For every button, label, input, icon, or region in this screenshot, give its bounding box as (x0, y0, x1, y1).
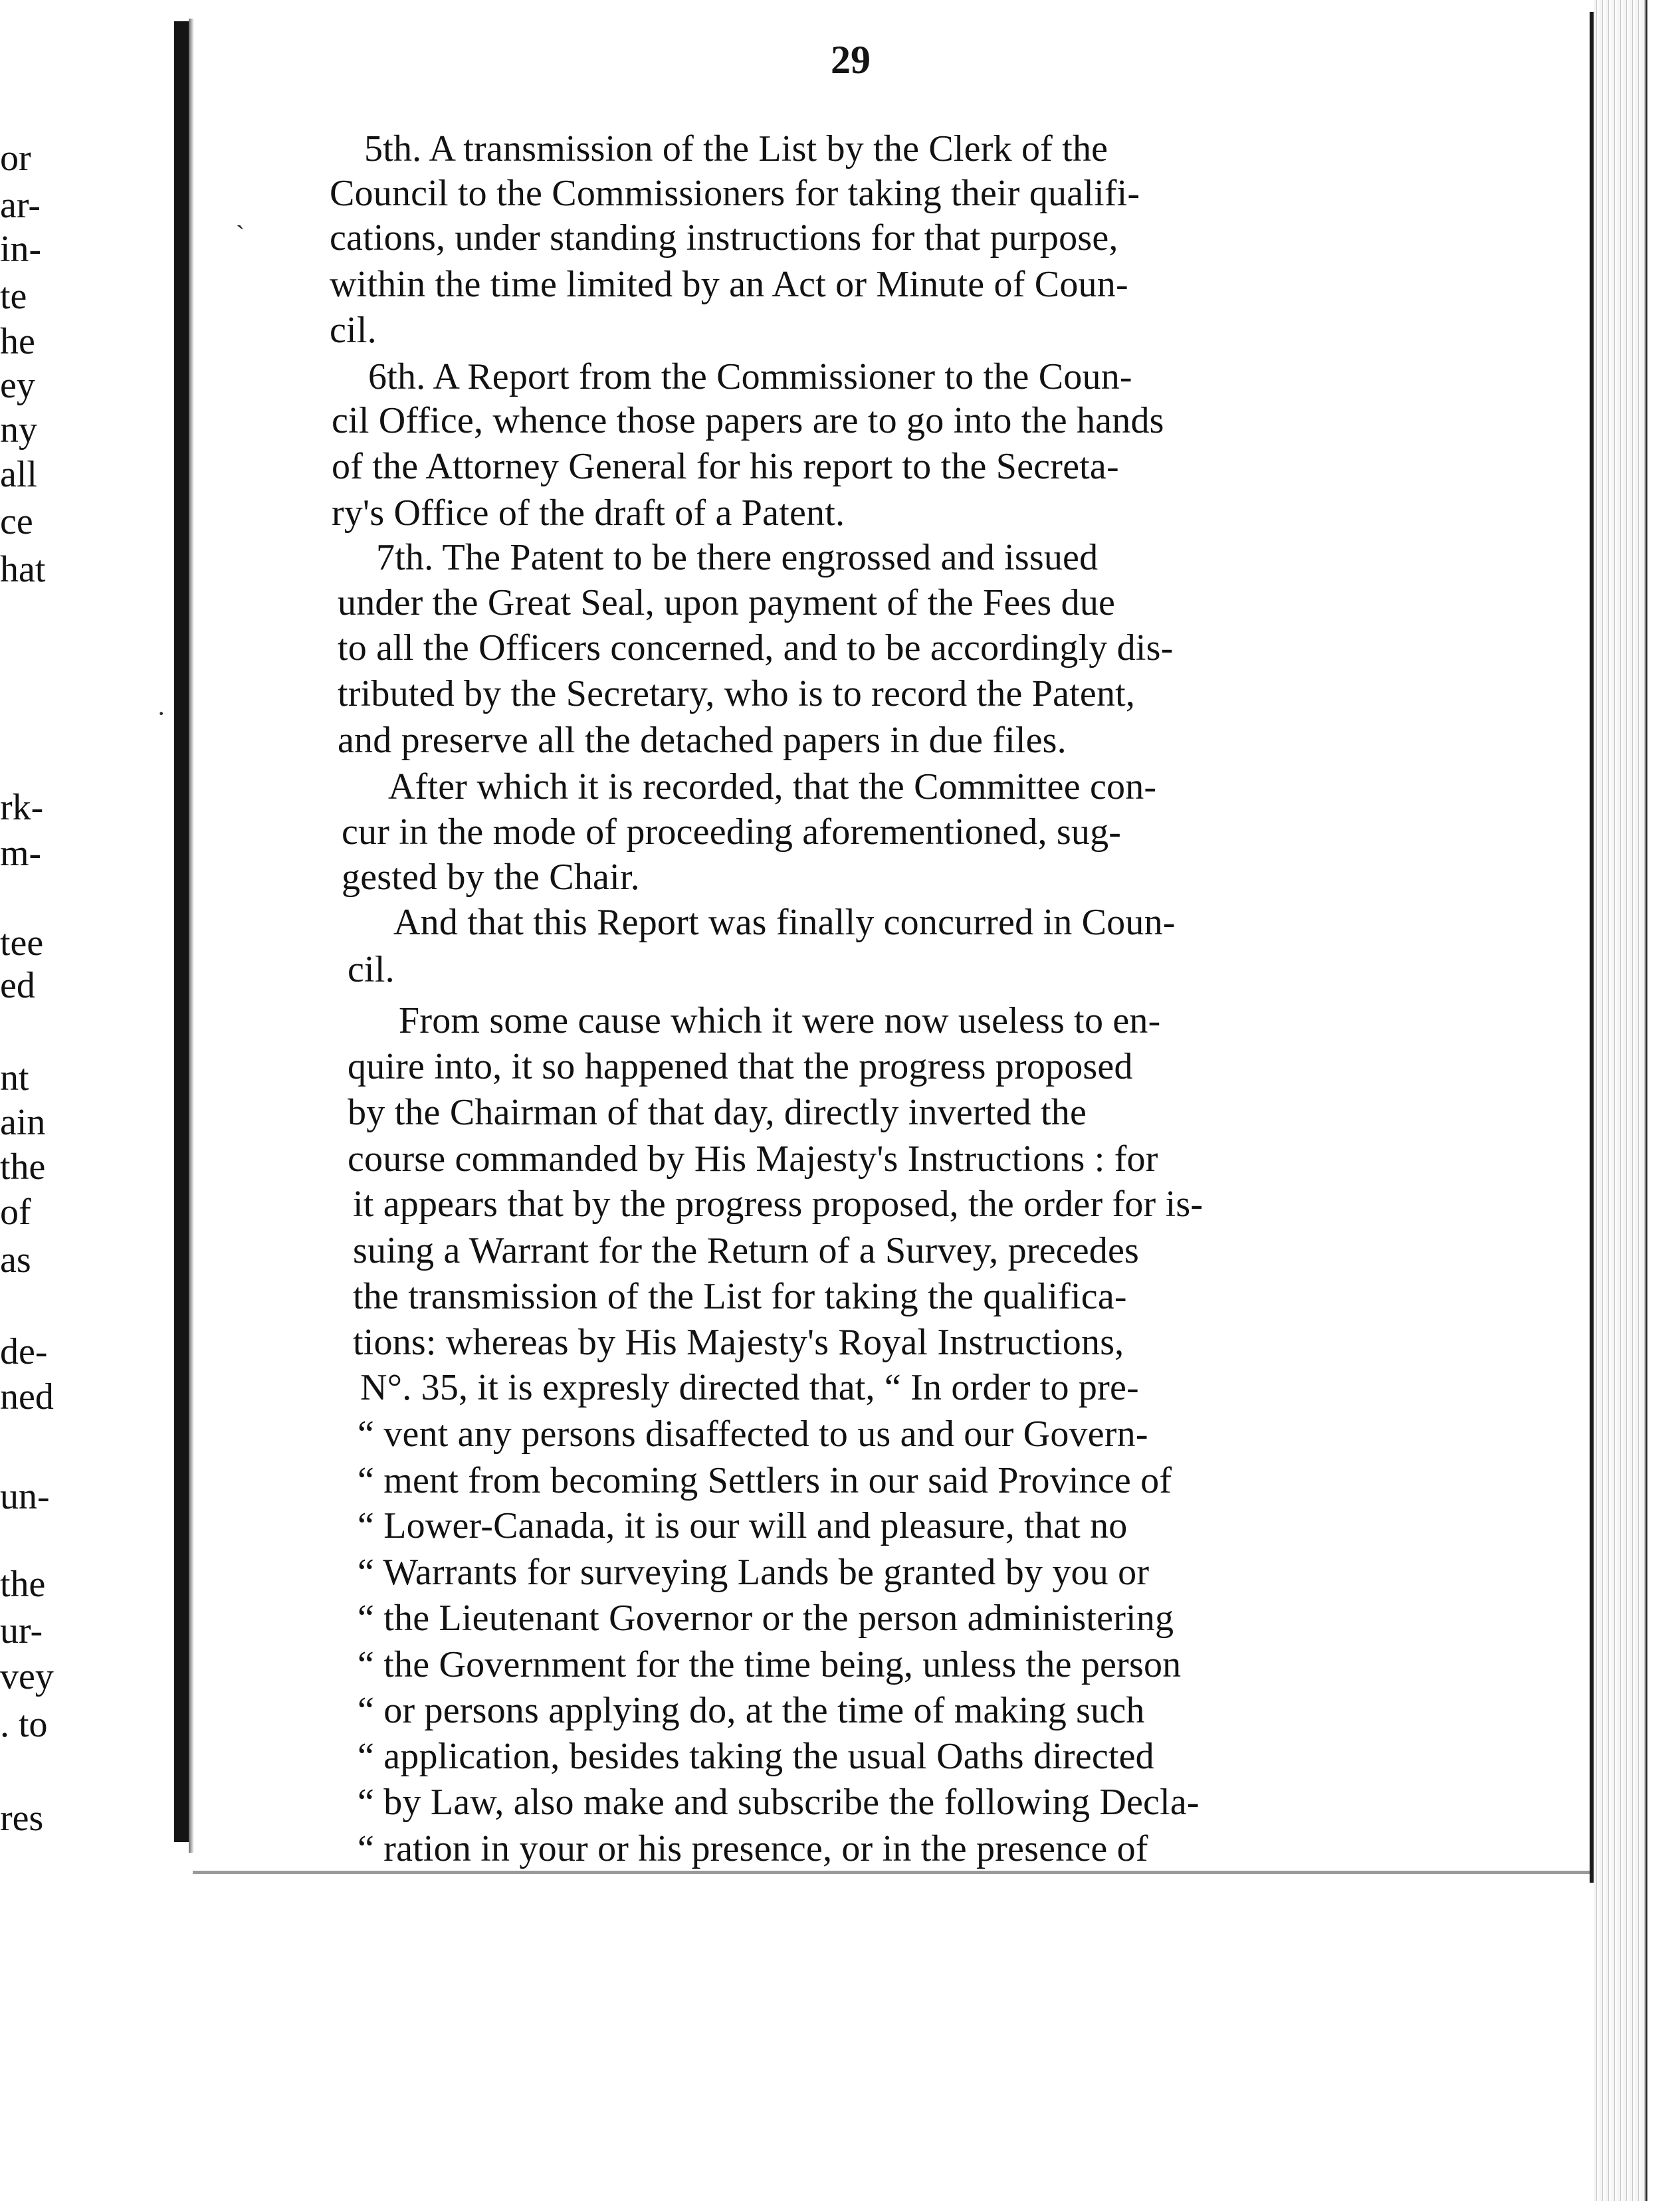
text-line: N°. 35, it is expresly directed that, “ In order to pre- (360, 1367, 1139, 1408)
left-fragment: ce (0, 501, 33, 542)
left-fragment: ey (0, 365, 35, 406)
text-line: Council to the Commissioners for taking their qualifi- (330, 173, 1140, 214)
text-line: And that this Report was finally concurred in Coun- (393, 902, 1176, 943)
text-line: 5th. A transmission of the List by the Clerk of the (364, 128, 1108, 169)
text-line: tions: whereas by His Majesty's Royal Instructions, (353, 1322, 1124, 1363)
left-fragment: ned (0, 1376, 54, 1417)
text-line: under the Great Seal, upon payment of the Fees due (338, 582, 1116, 623)
left-fragment: te (0, 276, 27, 317)
text-line: 6th. A Report from the Commissioner to the Coun- (368, 356, 1132, 397)
text-line: After which it is recorded, that the Committee con- (388, 766, 1157, 807)
text-line: “ ment from becoming Settlers in our said Province of (358, 1460, 1172, 1501)
text-line: “ by Law, also make and subscribe the following Decla- (358, 1782, 1200, 1823)
left-fragment: m- (0, 833, 42, 874)
text-line: “ the Government for the time being, unless the person (358, 1644, 1182, 1685)
left-fragment: rk- (0, 787, 44, 828)
text-line: cations, under standing instructions for that purpose, (330, 217, 1118, 259)
text-line: to all the Officers concerned, and to be accordingly dis- (338, 627, 1174, 669)
left-fragment: all (0, 454, 37, 495)
text-line: tributed by the Secretary, who is to record the Patent, (338, 673, 1136, 714)
left-fragment: or (0, 138, 31, 179)
left-fragment: . to (0, 1704, 48, 1745)
text-line: gested by the Chair. (342, 857, 640, 898)
text-line: “ Lower-Canada, it is our will and pleasure, that no (358, 1505, 1128, 1546)
text-line: the transmission of the List for taking the qualifica- (353, 1276, 1127, 1317)
left-fragment: in- (0, 229, 42, 270)
text-line: course commanded by His Majesty's Instructions : for (348, 1138, 1158, 1180)
left-fragment: the (0, 1564, 46, 1605)
text-line: 7th. The Patent to be there engrossed and issued (376, 537, 1099, 578)
text-line: “ the Lieutenant Governor or the person administering (358, 1598, 1174, 1639)
ink-speck: ˋ (236, 220, 245, 250)
left-fragment: ny (0, 409, 37, 451)
left-fragment: he (0, 321, 35, 362)
text-line: cil. (348, 949, 395, 990)
left-fragment: ar- (0, 185, 41, 226)
left-fragment: ed (0, 965, 35, 1006)
text-line: and preserve all the detached papers in due files. (338, 720, 1067, 761)
left-fragment: un- (0, 1476, 50, 1517)
left-fragment: as (0, 1239, 31, 1281)
ink-speck: · (157, 698, 166, 728)
text-line: by the Chairman of that day, directly inverted the (348, 1092, 1087, 1133)
page-number: 29 (831, 38, 871, 82)
left-fragment: tee (0, 922, 44, 964)
text-line: quire into, it so happened that the progress proposed (348, 1046, 1133, 1087)
left-fragment: the (0, 1146, 46, 1188)
left-fragment: hat (0, 549, 46, 590)
text-line: suing a Warrant for the Return of a Survey, precedes (353, 1230, 1140, 1271)
text-line: “ application, besides taking the usual Oaths directed (358, 1736, 1154, 1777)
text-line: “ vent any persons disaffected to us and our Govern- (358, 1414, 1148, 1455)
text-line: “ ration in your or his presence, or in the presence of (358, 1828, 1148, 1869)
left-fragment: of (0, 1192, 31, 1233)
text-line: cur in the mode of proceeding aforementioned, sug- (342, 811, 1122, 853)
left-fragment: ur- (0, 1610, 43, 1651)
text-line: it appears that by the progress proposed, the order for is- (353, 1184, 1204, 1225)
text-line: “ or persons applying do, at the time of making such (358, 1690, 1145, 1731)
text-line: of the Attorney General for his report to the Secreta- (332, 446, 1119, 487)
text-line: cil. (330, 310, 377, 351)
text-line: within the time limited by an Act or Minute of Coun- (330, 264, 1128, 305)
text-line: From some cause which it were now useless to en- (399, 1000, 1161, 1041)
left-fragment: res (0, 1798, 44, 1839)
text-line: “ Warrants for surveying Lands be granted by you or (358, 1552, 1150, 1593)
left-fragment: vey (0, 1656, 54, 1697)
left-fragment: de- (0, 1331, 48, 1372)
text-line: cil Office, whence those papers are to go into the hands (332, 400, 1164, 441)
left-fragment: nt (0, 1057, 29, 1099)
left-fragment: ain (0, 1102, 46, 1143)
text-line: ry's Office of the draft of a Patent. (332, 492, 845, 534)
